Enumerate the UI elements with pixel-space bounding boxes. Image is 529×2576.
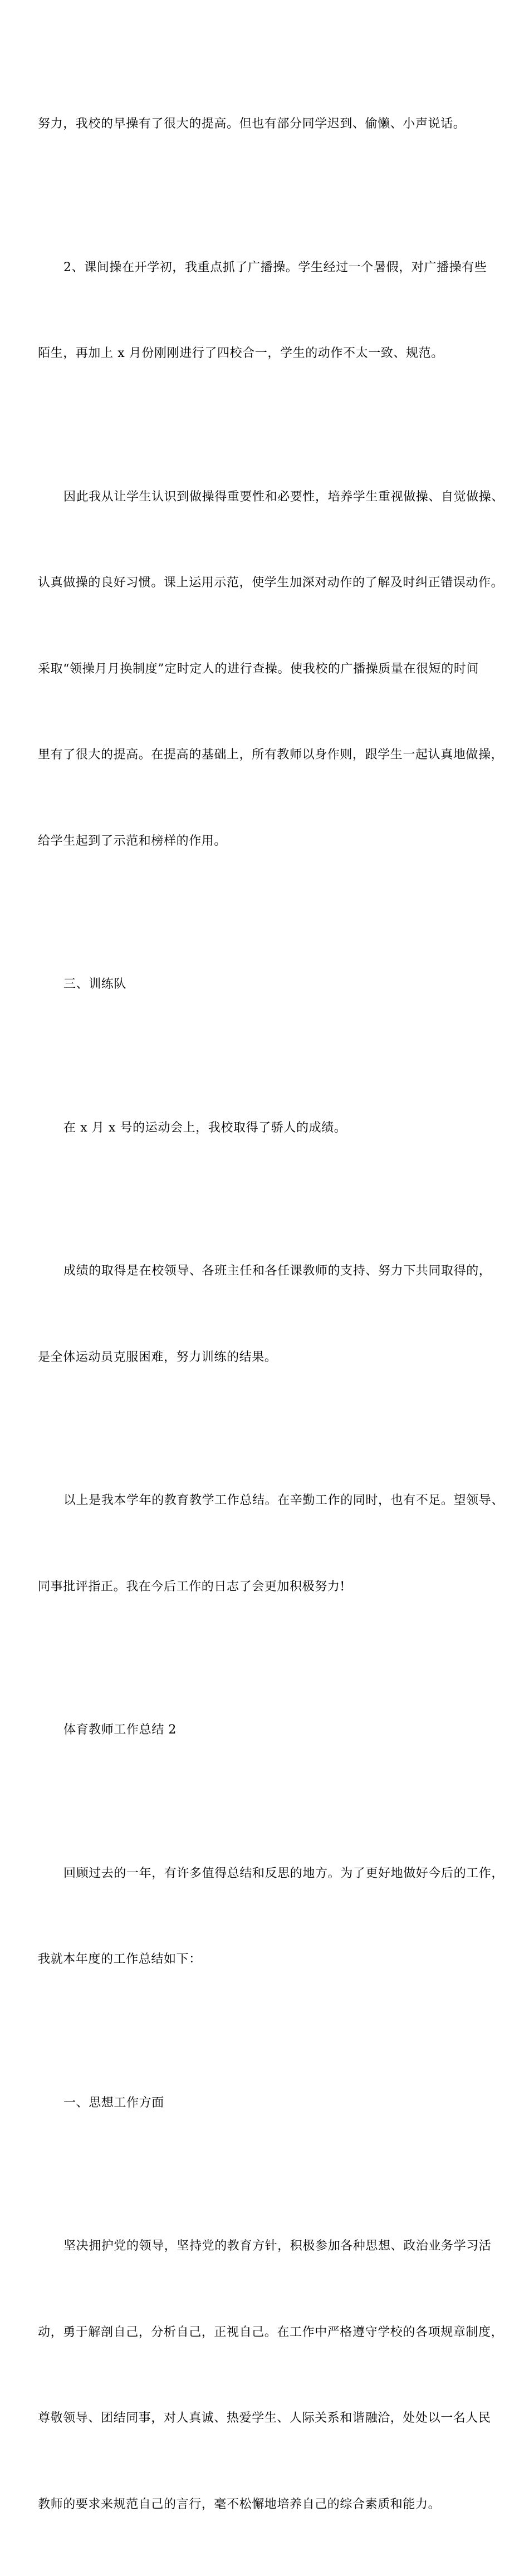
text-line: 回顾过去的一年，有许多值得总结和反思的地方。为了更好地做好今后的工作， (63, 1866, 504, 1880)
text-line: 在 x 月 x 号的运动会上，我校取得了骄人的成绩。 (63, 1120, 347, 1135)
text-line: 认真做操的良好习惯。课上运用示范，使学生加深对动作的了解及时纠正错误动作。 (38, 576, 504, 590)
paragraph-exercise-habits (38, 425, 504, 913)
document-title-2 (38, 1658, 497, 1802)
text-line: 是全体运动员克服困难，努力训练的结果。 (38, 1350, 277, 1364)
text-line: 给学生起到了示范和榜样的作用。 (38, 834, 227, 848)
text-line: 因此我从让学生认识到做操得重要性和必要性，培养学生重视做操、自觉做操、 (63, 489, 504, 504)
text-line: 成绩的取得是在校领导、各班主任和各任课教师的支持、努力下共同取得的， (63, 1264, 492, 1278)
text-line: 以上是我本学年的教育教学工作总结。在辛勤工作的同时，也有不足。望领导、 (63, 1493, 504, 1507)
text-line: 尊敬领导、团结同事，对人真诚、热爱学生、人际关系和谐融洽，处处以一名人民 (38, 2411, 491, 2425)
text-line: 三、训练队 (63, 977, 127, 991)
text-line: 努力，我校的早操有了很大的提高。但也有部分同学迟到、偷懒、小声说话。 (38, 117, 466, 131)
paragraph-achievements (38, 1199, 497, 1429)
text-line: 体育教师工作总结 2 (63, 1723, 177, 1737)
text-line: 陌生，再加上 x 月份刚刚进行了四校合一，学生的动作不太一致、规范。 (38, 346, 444, 360)
paragraph-review-intro (38, 1802, 504, 2031)
document-page (38, 52, 504, 2576)
paragraph-morning-exercise (38, 52, 497, 196)
text-line: 2、课间操在开学初，我重点抓了广播操。学生经过一个暑假，对广播操有些 (63, 260, 487, 275)
paragraph-sports-meet (38, 1056, 497, 1200)
text-line: 里有了很大的提高。在提高的基础上，所有教师以身作则，跟学生一起认真地做操， (38, 748, 504, 762)
text-line: 坚决拥护党的领导，坚持党的教育方针，积极参加各种思想、政治业务学习活 (63, 2239, 492, 2253)
text-line: 一、思想工作方面 (63, 2095, 164, 2110)
text-line: 我就本年度的工作总结如下： (38, 1952, 202, 1966)
section-heading-ideology (38, 2031, 497, 2175)
paragraph-summary-closing (38, 1429, 504, 1658)
text-line: 动，勇于解剖自己，分析自己，正视自己。在工作中严格遵守学校的各项规章制度， (38, 2325, 504, 2339)
paragraph-ideology-work (38, 2175, 504, 2576)
text-line: 采取“领操月月换制度”定时定人的进行查操。使我校的广播操质量在很短的时间 (38, 662, 479, 676)
section-heading-training-team (38, 913, 497, 1056)
paragraph-break-exercise (38, 196, 497, 425)
text-line: 同事批评指正。我在今后工作的日志了会更加积极努力! (38, 1579, 345, 1594)
text-line: 教师的要求来规范自己的言行，毫不松懈地培养自己的综合素质和能力。 (38, 2497, 441, 2511)
